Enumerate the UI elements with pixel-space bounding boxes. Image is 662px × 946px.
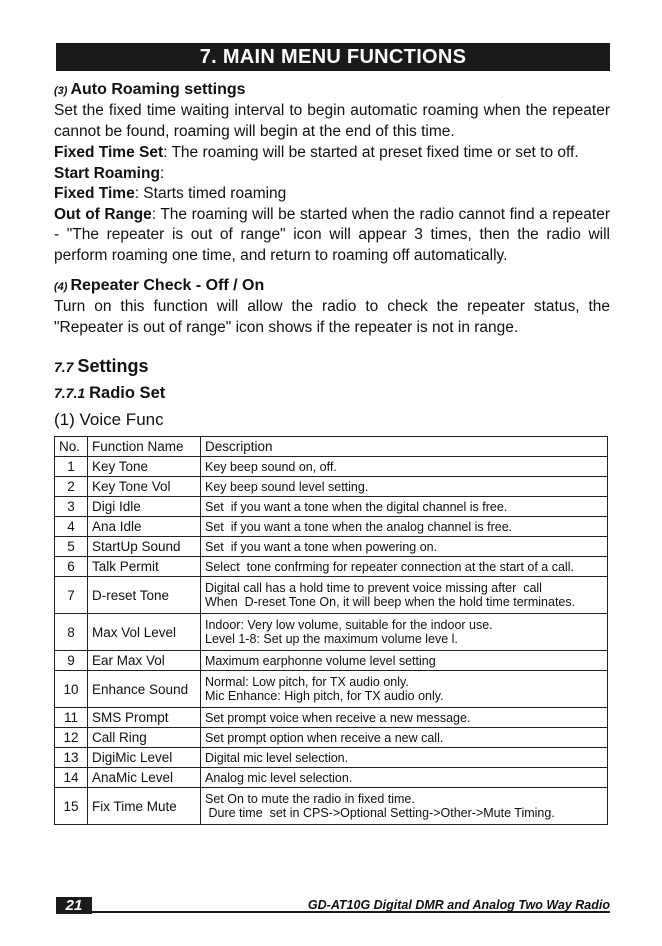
- cell-no: 2: [55, 477, 88, 497]
- description-line: Analog mic level selection.: [205, 770, 353, 785]
- description-line: Select tone confrming for repeater connection at the start of a call.: [205, 559, 574, 574]
- cell-description: [201, 517, 608, 537]
- description-line: Level 1-8: Set up the maximum volume leve l.: [205, 632, 458, 646]
- table-row: [55, 748, 608, 768]
- table-row: [55, 497, 608, 517]
- section-number: (3): [54, 85, 68, 97]
- description-line: Digital mic level selection.: [205, 750, 349, 765]
- cell-description: [201, 671, 608, 708]
- section-title: Radio Set: [89, 384, 166, 402]
- cell-description: [201, 708, 608, 728]
- cell-description: [201, 457, 608, 477]
- table-row: [55, 557, 608, 577]
- table-row: [55, 728, 608, 748]
- description-line: Dure time set in CPS->Optional Setting->Other->Mute Timing.: [205, 806, 555, 820]
- cell-function-name: Key Tone Vol: [88, 477, 201, 497]
- cell-function-name: D-reset Tone: [88, 577, 201, 614]
- table-row: [55, 768, 608, 788]
- column-header-description: Description: [201, 437, 608, 457]
- settings-heading: [54, 354, 610, 379]
- cell-no: 14: [55, 768, 88, 788]
- cell-no: 3: [55, 497, 88, 517]
- fixed-time-set-paragraph: [54, 143, 610, 164]
- term-label: Fixed Time: [54, 185, 135, 202]
- cell-no: 7: [55, 577, 88, 614]
- description-line: Digital call has a hold time to prevent voice missing after call: [205, 581, 542, 595]
- table-row: [55, 477, 608, 497]
- column-header-function-name: Function Name: [88, 437, 201, 457]
- description-line: Set if you want a tone when the digital channel is free.: [205, 499, 508, 514]
- cell-function-name: Digi Idle: [88, 497, 201, 517]
- cell-function-name: Enhance Sound: [88, 671, 201, 708]
- term-label: Out of Range: [54, 205, 152, 223]
- cell-function-name: Max Vol Level: [88, 614, 201, 651]
- cell-description: [201, 577, 608, 614]
- cell-no: 8: [55, 614, 88, 651]
- section-number: 7.7: [54, 359, 74, 375]
- cell-function-name: Fix Time Mute: [88, 788, 201, 825]
- description-line: Set if you want a tone when the analog channel is free.: [205, 519, 513, 534]
- description-line: Normal: Low pitch, for TX audio only.: [205, 675, 409, 689]
- voice-func-table: [54, 436, 608, 825]
- cell-no: 1: [55, 457, 88, 477]
- table-row: [55, 614, 608, 651]
- description-line: Indoor: Very low volume, suitable for the indoor use.: [205, 618, 493, 632]
- cell-no: 15: [55, 788, 88, 825]
- cell-description: [201, 557, 608, 577]
- section-number: 7.7.1: [54, 385, 86, 401]
- term-text: : The roaming will be started when the radio cannot find a repeater - "The repeater is out of range" icon will appear 3 times, then the radio will perform roaming one time, and return to roaming off automatically.: [54, 205, 610, 264]
- cell-no: 10: [55, 671, 88, 708]
- section-number: (4): [54, 281, 68, 293]
- auto-roaming-intro: Set the fixed time waiting interval to begin automatic roaming when the repeater cannot be found, roaming will begin at the end of this time.: [54, 102, 610, 140]
- term-text: : The roaming will be started at preset fixed time or set to off.: [163, 144, 579, 161]
- column-header-no: No.: [55, 437, 88, 457]
- table-row: [55, 577, 608, 614]
- cell-description: [201, 477, 608, 497]
- cell-function-name: DigiMic Level: [88, 748, 201, 768]
- table-row: [55, 708, 608, 728]
- table-row: [55, 788, 608, 825]
- cell-description: [201, 497, 608, 517]
- table-row: [55, 457, 608, 477]
- section-auto-roaming-heading: [54, 80, 610, 101]
- cell-function-name: SMS Prompt: [88, 708, 201, 728]
- radio-set-heading: [54, 381, 610, 405]
- cell-no: 4: [55, 517, 88, 537]
- page-title: 7. MAIN MENU FUNCTIONS: [56, 43, 610, 71]
- cell-description: [201, 788, 608, 825]
- out-of-range-paragraph: [54, 205, 610, 267]
- section-title: Repeater Check - Off / On: [70, 277, 265, 294]
- description-line: Set prompt voice when receive a new message.: [205, 710, 471, 725]
- description-line: Set prompt option when receive a new call.: [205, 730, 444, 745]
- cell-no: 11: [55, 708, 88, 728]
- cell-description: [201, 651, 608, 671]
- description-line: Key beep sound on, off.: [205, 459, 337, 474]
- description-line: Key beep sound level setting.: [205, 479, 369, 494]
- cell-function-name: Call Ring: [88, 728, 201, 748]
- cell-function-name: AnaMic Level: [88, 768, 201, 788]
- table-row: [55, 517, 608, 537]
- cell-description: [201, 728, 608, 748]
- section-title: Settings: [77, 356, 149, 376]
- term-label: Start Roaming: [54, 164, 160, 182]
- description-line: Set On to mute the radio in fixed time.: [205, 792, 415, 806]
- term-label: Fixed Time Set: [54, 144, 164, 161]
- cell-no: 9: [55, 651, 88, 671]
- cell-no: 13: [55, 748, 88, 768]
- cell-function-name: Talk Permit: [88, 557, 201, 577]
- cell-description: [201, 768, 608, 788]
- description-line: Mic Enhance: High pitch, for TX audio only.: [205, 689, 444, 703]
- description-line: Maximum earphonne volume level setting: [205, 653, 436, 668]
- term-text: :: [159, 164, 165, 182]
- start-roaming-paragraph: [54, 164, 610, 185]
- term-text: : Starts timed roaming: [134, 185, 287, 202]
- cell-description: [201, 748, 608, 768]
- repeater-check-text: Turn on this function will allow the radio to check the repeater status, the "Repeater is out of range" icon shows if the repeater is not in range.: [54, 298, 610, 336]
- cell-no: 12: [55, 728, 88, 748]
- fixed-time-paragraph: [54, 184, 610, 205]
- cell-description: [201, 537, 608, 557]
- cell-function-name: StartUp Sound: [88, 537, 201, 557]
- footer-product-name: GD-AT10G Digital DMR and Analog Two Way Radio: [307, 898, 610, 912]
- table-row: [55, 671, 608, 708]
- table-row: [55, 651, 608, 671]
- cell-function-name: Ear Max Vol: [88, 651, 201, 671]
- cell-description: [201, 614, 608, 651]
- description-line: When D-reset Tone On, it will beep when the hold time terminates.: [205, 595, 576, 609]
- page-content: [54, 80, 610, 825]
- cell-no: 6: [55, 557, 88, 577]
- table-row: [55, 537, 608, 557]
- cell-function-name: Key Tone: [88, 457, 201, 477]
- page-number: 21: [56, 897, 92, 914]
- cell-no: 5: [55, 537, 88, 557]
- section-title: Auto Roaming settings: [70, 81, 246, 98]
- description-line: Set if you want a tone when powering on.: [205, 539, 438, 554]
- table-body: [55, 457, 608, 825]
- voice-func-heading: (1) Voice Func: [54, 410, 164, 429]
- cell-function-name: Ana Idle: [88, 517, 201, 537]
- section-repeater-check-heading: [54, 276, 610, 297]
